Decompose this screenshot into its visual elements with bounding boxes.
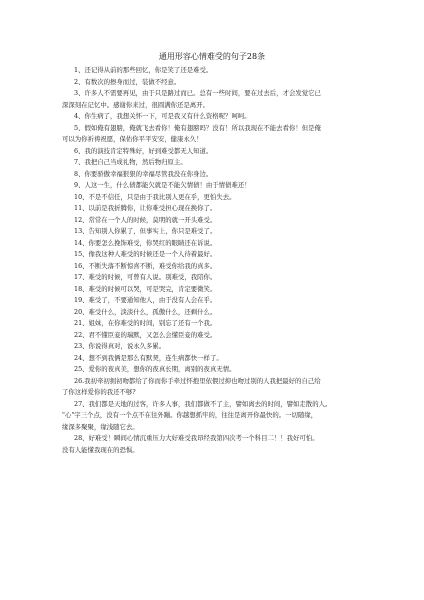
sentence-continuation-line: 可以为你祈祷祝愿，保佑你平平安安，健康永久！: [62, 135, 203, 143]
sentence-continuation-line: "心"字三个点，没有一个点不在往外蹦。你越想抓牢的，往往是离开你最快的。一切随缘，: [62, 411, 318, 419]
sentence-first-line: 14、你要怎么挽饰难受，你哭红的眼睛还在诉说。: [74, 238, 217, 247]
sentence-first-line: 24、想不到我俩是那么有默契，连生病都快一样了。: [74, 353, 223, 362]
sentence-item: [0, 157, 424, 169]
sentence-first-line: 26.我初牵初拥初吻都给了你而你手牵过怀抱里依偎过抑也吻过别的人我把最好的自己给: [74, 376, 321, 385]
sentence-first-line: 3、许多人不需要再见，由于只是路过而已。总有一些时间，要在过去后，才会发觉它已: [74, 89, 321, 97]
sentence-item: [0, 318, 424, 330]
sentence-continuation-line: 缘深多聚聚，缘浅随它去。: [62, 422, 139, 431]
sentence-item: [0, 226, 424, 238]
sentence-first-line: 17、难受的时候，可曾有人说。别难受，我陪你。: [74, 273, 217, 281]
sentence-item: [0, 295, 424, 307]
sentence-item: [0, 272, 424, 284]
sentence-first-line: 28、好难受！瞬间心情沉重压力大好难受我昂经我第四次考一个科目二！！我好可怕。: [74, 434, 319, 442]
sentence-continuation-line: 了你这样爱你的我还不够?: [62, 388, 136, 396]
sentence-item: [0, 215, 424, 227]
sentence-first-line: 8、你要骄傲幸福狠狠的幸福尽管我没在你身边。: [74, 169, 213, 178]
sentence-first-line: 22、君不懂臣妾的瑞默，又怎么会懂臣妾的难受。: [74, 330, 217, 339]
sentence-item: [0, 123, 424, 146]
sentence-item: [0, 284, 424, 296]
sentence-first-line: 4、你生病了，我想关怀一下，可是我又有什么资格呢？呵呵。: [74, 112, 251, 120]
sentence-item: [0, 169, 424, 181]
sentence-first-line: 1、还记得从前的那些回忆，你是笑了还是难受。: [74, 66, 213, 74]
sentence-first-line: 12、常常在一个人的时候，莫明的就一开头难受。: [74, 215, 217, 224]
sentence-item: [0, 353, 424, 365]
sentence-item: [0, 249, 424, 261]
sentence-item: [0, 146, 424, 158]
sentence-list: [0, 65, 424, 456]
sentence-first-line: 5、假如俺有翅膀，俺就飞去看你！俺有翅膀吗？没有！所以我现在不能去看你！但是俺: [74, 123, 321, 132]
sentence-first-line: 2、有数次的擦身而过，装做不经意。: [74, 77, 181, 86]
sentence-first-line: 10、不是不信任，只是由于我比别人更在乎，更怕失去。: [74, 192, 236, 201]
sentence-item: [0, 330, 424, 342]
sentence-first-line: 25、爱你的夜真美，想你的夜真长期，离别的夜真无情。: [74, 365, 236, 373]
sentence-item: [0, 77, 424, 89]
sentence-first-line: 9、人这一生，什么债都能欠就是不能欠情债！由于情债难还！: [74, 181, 251, 189]
sentence-item: [0, 364, 424, 376]
sentence-first-line: 16、不断失落不断惊喜不断，难受你给我的真多。: [74, 261, 217, 270]
sentence-item: [0, 307, 424, 319]
sentence-continuation-line: 深深刻在记忆中。感谢你来过，很圆满你还是离开。: [62, 100, 209, 109]
sentence-first-line: 11、以前是我折腾你，让你难受担心现在换你了。: [74, 204, 217, 212]
sentence-first-line: 15、像我这种人难受的时候还是一个人待着最好。: [74, 250, 217, 258]
sentence-item: [0, 238, 424, 250]
document-title: 通用形容心情难受的句子28条: [158, 52, 266, 61]
sentence-item: [0, 399, 424, 434]
sentence-first-line: 23、你说得真对，说永久多累。: [74, 342, 166, 350]
sentence-item: [0, 341, 424, 353]
sentence-item: [0, 65, 424, 77]
sentence-item: [0, 261, 424, 273]
sentence-first-line: 20、难受什么，淡淡什么，孤傲什么，还剩什么。: [74, 307, 217, 316]
sentence-first-line: 18、难受的时候可以哭，可是哭完，肯定要微笑。: [74, 284, 217, 293]
sentence-first-line: 21、姐妹，在你难受的时间，别忘了还有一个我。: [74, 319, 217, 327]
sentence-first-line: 7、我把自己当成礼物，然后物归原主。: [74, 158, 187, 166]
sentence-item: [0, 88, 424, 111]
sentence-item: [0, 433, 424, 456]
sentence-continuation-line: 没有人能懂我现在的恐惧。: [62, 445, 139, 454]
sentence-first-line: 6、我的演技肯定特殊好，好到难受都无人知道。: [74, 146, 213, 155]
sentence-item: [0, 192, 424, 204]
sentence-first-line: 27、我们都是天地的过客，许多人事，我们都做不了主，譬如离去的时间，譬如走散的人。: [74, 399, 332, 408]
sentence-item: [0, 203, 424, 215]
sentence-item: [0, 376, 424, 399]
sentence-item: [0, 111, 424, 123]
sentence-first-line: 19、难受了，不要通知他人，由于没有人会在乎。: [74, 296, 217, 304]
sentence-item: [0, 180, 424, 192]
sentence-first-line: 13、告知别人你累了，但事实上，你只是难受了。: [74, 227, 217, 235]
